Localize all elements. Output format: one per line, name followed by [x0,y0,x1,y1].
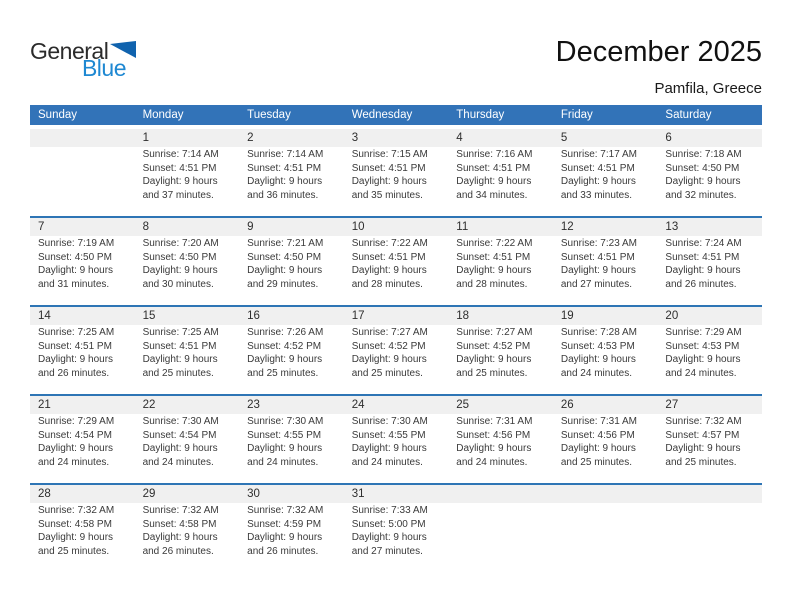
sunset-text: Sunset: 4:54 PM [142,429,217,441]
sunset-text: Sunset: 4:51 PM [247,162,322,174]
day-cell [239,236,344,305]
day-number: 18 [456,310,470,322]
day-number: 21 [38,399,51,411]
empty-day-cell [448,503,553,572]
sunrise-text: Sunrise: 7:14 AM [247,149,324,160]
day-number: 8 [142,221,149,233]
day-cell [448,147,553,216]
day-cell [135,414,240,483]
empty-day-cell [553,503,658,572]
general-blue-logo [30,38,140,81]
sunrise-text: Sunrise: 7:24 AM [665,238,742,249]
daylight-text: Daylight: 9 hours and 24 minutes. [560,354,636,379]
day-number-band [30,129,762,147]
daylight-text: Daylight: 9 hours and 25 minutes. [456,354,532,379]
week-row-1 [30,127,762,216]
week-row-3 [30,305,762,394]
weekday-header-row [30,105,762,125]
sunrise-text: Sunrise: 7:31 AM [456,416,533,427]
sunrise-text: Sunrise: 7:16 AM [456,149,533,160]
sunset-text: Sunset: 4:53 PM [560,340,635,352]
sunrise-text: Sunrise: 7:32 AM [38,505,115,516]
sunrise-text: Sunrise: 7:25 AM [142,327,219,338]
sunrise-text: Sunrise: 7:32 AM [665,416,742,427]
sunrise-text: Sunrise: 7:22 AM [456,238,533,249]
daylight-text: Daylight: 9 hours and 24 minutes. [351,443,427,468]
day-cell [657,236,762,305]
sunrise-text: Sunrise: 7:30 AM [142,416,219,427]
sunset-text: Sunset: 4:51 PM [560,162,635,174]
sunset-text: Sunset: 4:51 PM [351,251,426,263]
week-row-2 [30,216,762,305]
daylight-text: Daylight: 9 hours and 35 minutes. [351,176,427,201]
day-number: 10 [351,221,365,233]
daylight-text: Daylight: 9 hours and 24 minutes. [247,443,323,468]
day-cell [657,414,762,483]
sunset-text: Sunset: 4:51 PM [456,162,531,174]
day-cell [30,503,135,572]
day-number: 2 [247,132,254,144]
sunset-text: Sunset: 4:58 PM [38,518,112,530]
day-number: 14 [38,310,51,322]
daylight-text: Daylight: 9 hours and 25 minutes. [247,354,323,379]
sunset-text: Sunset: 4:56 PM [456,429,531,441]
day-number: 1 [142,132,149,144]
sunset-text: Sunset: 4:59 PM [247,518,322,530]
sunrise-text: Sunrise: 7:17 AM [560,149,637,160]
sunset-text: Sunset: 4:51 PM [456,251,531,263]
weekday-header-thursday: Thursday [456,109,505,121]
daylight-text: Daylight: 9 hours and 26 minutes. [665,265,741,290]
day-number: 17 [351,310,365,322]
sunrise-text: Sunrise: 7:30 AM [247,416,324,427]
day-cell [553,236,658,305]
day-cell [553,147,658,216]
sunrise-text: Sunrise: 7:25 AM [38,327,115,338]
sunrise-text: Sunrise: 7:29 AM [665,327,742,338]
daylight-text: Daylight: 9 hours and 25 minutes. [351,354,427,379]
day-cell [239,414,344,483]
daylight-text: Daylight: 9 hours and 33 minutes. [560,176,636,201]
empty-day-number [657,485,762,503]
day-cell [30,325,135,394]
day-cell [448,325,553,394]
day-number: 22 [142,399,156,411]
daylight-text: Daylight: 9 hours and 26 minutes. [142,532,218,557]
day-details-row [30,236,762,305]
sunset-text: Sunset: 4:51 PM [142,340,217,352]
sunset-text: Sunset: 5:00 PM [351,518,426,530]
day-number: 23 [247,399,260,411]
daylight-text: Daylight: 9 hours and 26 minutes. [38,354,114,379]
page-title: December 2025 [555,36,762,68]
sunset-text: Sunset: 4:51 PM [38,340,112,352]
day-details-row [30,414,762,483]
empty-day-cell [657,503,762,572]
weekday-header-friday: Friday [560,109,593,121]
day-number: 11 [456,221,469,233]
sunrise-text: Sunrise: 7:31 AM [560,416,637,427]
day-number: 27 [665,399,679,411]
day-number: 13 [665,221,679,233]
sunset-text: Sunset: 4:54 PM [38,429,112,441]
day-number: 3 [351,132,359,144]
daylight-text: Daylight: 9 hours and 25 minutes. [560,443,636,468]
day-cell [135,236,240,305]
sunset-text: Sunset: 4:50 PM [247,251,322,263]
daylight-text: Daylight: 9 hours and 25 minutes. [38,532,114,557]
day-cell [448,236,553,305]
day-number: 7 [38,221,45,233]
daylight-text: Daylight: 9 hours and 30 minutes. [142,265,218,290]
sunrise-text: Sunrise: 7:28 AM [560,327,637,338]
day-cell [344,147,449,216]
sunrise-text: Sunrise: 7:26 AM [247,327,324,338]
week-row-4 [30,394,762,483]
day-number-band [30,218,762,236]
sunrise-text: Sunrise: 7:22 AM [351,238,428,249]
daylight-text: Daylight: 9 hours and 26 minutes. [247,532,323,557]
day-number: 24 [351,399,365,411]
sunrise-text: Sunrise: 7:23 AM [560,238,637,249]
day-number: 5 [560,132,568,144]
day-number-band [30,485,762,503]
sunrise-text: Sunrise: 7:32 AM [247,505,324,516]
day-number: 30 [247,488,260,500]
day-cell [344,503,449,572]
weekday-header-saturday: Saturday [665,109,712,121]
day-number: 6 [665,132,672,144]
sunrise-text: Sunrise: 7:27 AM [351,327,428,338]
title-block [556,36,762,97]
daylight-text: Daylight: 9 hours and 28 minutes. [351,265,427,290]
weekday-header-wednesday: Wednesday [351,109,413,121]
day-cell [553,325,658,394]
sunrise-text: Sunrise: 7:27 AM [456,327,533,338]
daylight-text: Daylight: 9 hours and 29 minutes. [247,265,323,290]
sunset-text: Sunset: 4:53 PM [665,340,740,352]
sunset-text: Sunset: 4:58 PM [142,518,217,530]
weekday-header-sunday: Sunday [38,109,78,121]
sunrise-text: Sunrise: 7:19 AM [38,238,115,249]
location-subtitle: Pamfila, Greece [654,80,762,97]
day-cell [30,236,135,305]
day-cell [448,414,553,483]
sunrise-text: Sunrise: 7:29 AM [38,416,115,427]
sunset-text: Sunset: 4:51 PM [351,162,426,174]
empty-day-number [553,485,658,503]
logo-text-general: General [30,38,109,64]
day-cell [30,414,135,483]
weekday-header-tuesday: Tuesday [247,109,291,121]
sunset-text: Sunset: 4:57 PM [665,429,740,441]
day-number: 20 [665,310,679,322]
sunrise-text: Sunrise: 7:32 AM [142,505,219,516]
day-cell [657,147,762,216]
day-details-row [30,147,762,216]
day-number: 16 [247,310,260,322]
daylight-text: Daylight: 9 hours and 37 minutes. [142,176,218,201]
sunset-text: Sunset: 4:52 PM [456,340,531,352]
sunrise-text: Sunrise: 7:15 AM [351,149,428,160]
day-cell [239,147,344,216]
sunset-text: Sunset: 4:56 PM [560,429,635,441]
day-number: 26 [560,399,574,411]
day-number: 31 [351,488,365,500]
sunrise-text: Sunrise: 7:33 AM [351,505,428,516]
daylight-text: Daylight: 9 hours and 27 minutes. [351,532,427,557]
day-cell [135,147,240,216]
sunrise-text: Sunrise: 7:30 AM [351,416,428,427]
sunrise-text: Sunrise: 7:21 AM [247,238,324,249]
day-number: 9 [247,221,254,233]
day-cell [344,325,449,394]
sunrise-text: Sunrise: 7:14 AM [142,149,219,160]
daylight-text: Daylight: 9 hours and 24 minutes. [38,443,114,468]
sunset-text: Sunset: 4:51 PM [142,162,217,174]
day-cell [135,325,240,394]
day-number: 15 [142,310,156,322]
day-number-band [30,396,762,414]
sunset-text: Sunset: 4:55 PM [351,429,426,441]
day-cell [344,414,449,483]
day-number: 25 [456,399,470,411]
sunset-text: Sunset: 4:52 PM [351,340,426,352]
week-row-5 [30,483,762,572]
weeks-container [30,127,762,572]
daylight-text: Daylight: 9 hours and 31 minutes. [38,265,114,290]
day-cell [239,503,344,572]
day-number: 29 [142,488,156,500]
daylight-text: Daylight: 9 hours and 34 minutes. [456,176,532,201]
daylight-text: Daylight: 9 hours and 32 minutes. [665,176,741,201]
sunset-text: Sunset: 4:50 PM [142,251,217,263]
day-number: 28 [38,488,51,500]
daylight-text: Daylight: 9 hours and 27 minutes. [560,265,636,290]
sunset-text: Sunset: 4:50 PM [38,251,112,263]
day-cell [657,325,762,394]
sunset-text: Sunset: 4:51 PM [665,251,740,263]
day-details-row [30,503,762,572]
daylight-text: Daylight: 9 hours and 24 minutes. [665,354,741,379]
day-number: 4 [456,132,463,144]
logo-text-blue: Blue [81,55,126,81]
day-cell [344,236,449,305]
empty-day-number [448,485,553,503]
day-cell [553,414,658,483]
daylight-text: Daylight: 9 hours and 36 minutes. [247,176,323,201]
daylight-text: Daylight: 9 hours and 24 minutes. [456,443,532,468]
day-cell [135,503,240,572]
day-number-band [30,307,762,325]
daylight-text: Daylight: 9 hours and 28 minutes. [456,265,532,290]
day-number: 19 [560,310,574,322]
sunset-text: Sunset: 4:51 PM [560,251,635,263]
sunrise-text: Sunrise: 7:20 AM [142,238,219,249]
weekday-header-monday: Monday [142,109,184,121]
empty-day-cell [30,147,135,216]
empty-day-number [30,129,135,147]
sunrise-text: Sunrise: 7:18 AM [665,149,742,160]
daylight-text: Daylight: 9 hours and 25 minutes. [142,354,218,379]
day-cell [239,325,344,394]
day-number: 12 [560,221,574,233]
sunset-text: Sunset: 4:55 PM [247,429,322,441]
sunset-text: Sunset: 4:52 PM [247,340,322,352]
daylight-text: Daylight: 9 hours and 24 minutes. [142,443,218,468]
calendar [30,105,762,572]
day-details-row [30,325,762,394]
sunset-text: Sunset: 4:50 PM [665,162,740,174]
daylight-text: Daylight: 9 hours and 25 minutes. [665,443,741,468]
